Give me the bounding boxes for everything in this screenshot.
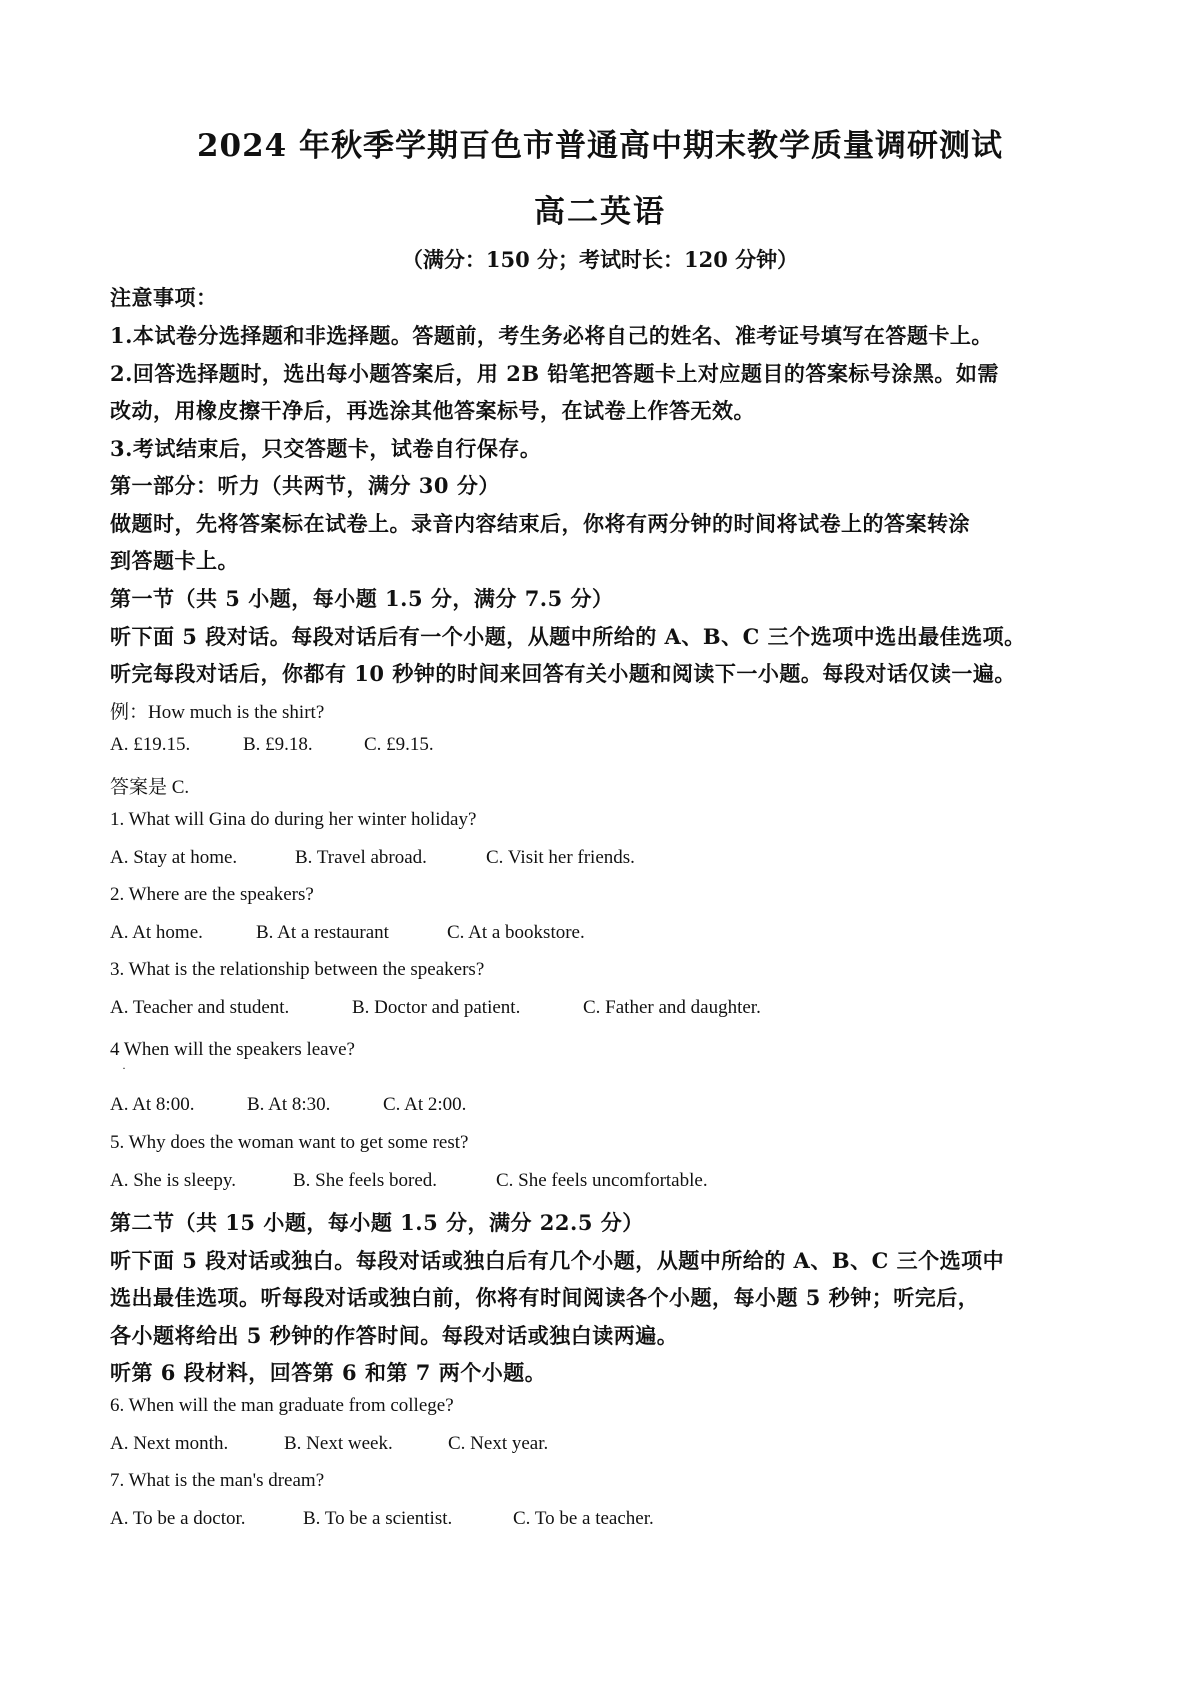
option-b: B. To be a scientist. [303, 1508, 453, 1529]
exam-subject: 高二英语 [534, 194, 666, 230]
option-c: C. Visit her friends. [486, 847, 635, 868]
example-question: 例：How much is the shirt? [110, 702, 325, 723]
option-c: C. At a bookstore. [447, 922, 585, 943]
option-a: A. Next month. [110, 1433, 229, 1454]
question-5-options [110, 1170, 708, 1192]
option-a: A. At home. [110, 922, 203, 943]
section1-instruction: 听完每段对话后，你都有 10 秒钟的时间来回答有关小题和阅读下一小题。每段对话仅读一遍。 [110, 661, 1016, 686]
question-5: 5. Why does the woman want to get some rest? [110, 1132, 469, 1153]
option-b: B. Travel abroad. [295, 847, 427, 868]
question-7: 7. What is the man's dream? [110, 1470, 325, 1491]
part1-heading: 第一部分：听力（共两节，满分 30 分） [110, 473, 500, 498]
option-b: B. Doctor and patient. [352, 997, 521, 1018]
example-options [110, 734, 434, 756]
option-b: B. £9.18. [243, 734, 313, 755]
option-b: B. At a restaurant [256, 922, 389, 943]
question-7-options [110, 1508, 654, 1530]
notice-heading: 注意事项： [110, 285, 218, 310]
question-3: 3. What is the relationship between the speakers? [110, 959, 485, 980]
option-a: A. At 8:00. [110, 1094, 195, 1115]
option-a: A. To be a doctor. [110, 1508, 246, 1529]
score-info: （满分：150 分；考试时长：120 分钟） [401, 247, 799, 272]
question-4: 4 When will the speakers leave? [110, 1039, 355, 1060]
section1-instruction: 听下面 5 段对话。每段对话后有一个小题，从题中所给的 A、B、C 三个选项中选出最佳选项。 [110, 624, 1026, 649]
option-a: A. She is sleepy. [110, 1170, 236, 1191]
notice-item: 改动，用橡皮擦干净后，再选涂其他答案标号，在试卷上作答无效。 [110, 398, 755, 423]
option-a: A. £19.15. [110, 734, 191, 755]
question-3-options [110, 997, 761, 1019]
question-6: 6. When will the man graduate from college? [110, 1395, 454, 1416]
notice-item: 2.回答选择题时，选出每小题答案后，用 2B 铅笔把答题卡上对应题目的答案标号涂黑。如需 [110, 361, 999, 386]
option-c: C. £9.15. [364, 734, 434, 755]
notice-item: 3.考试结束后，只交答题卡，试卷自行保存。 [110, 436, 542, 461]
section2-heading: 第二节（共 15 小题，每小题 1.5 分，满分 22.5 分） [110, 1210, 644, 1235]
notice-item: 1.本试卷分选择题和非选择题。答题前，考生务必将自己的姓名、准考证号填写在答题卡上。 [110, 323, 993, 348]
option-b: B. She feels bored. [293, 1170, 438, 1191]
part1-instruction: 到答题卡上。 [110, 548, 239, 573]
stray-dot: · [122, 1061, 126, 1075]
example-answer: 答案是 C. [110, 777, 190, 798]
option-c: C. Father and daughter. [583, 997, 761, 1018]
option-c: C. She feels uncomfortable. [496, 1170, 708, 1191]
question-4-options [110, 1094, 466, 1116]
section2-instruction: 各小题将给出 5 秒钟的作答时间。每段对话或独白读两遍。 [110, 1323, 679, 1348]
option-a: A. Teacher and student. [110, 997, 290, 1018]
exam-title: 2024 年秋季学期百色市普通高中期末教学质量调研测试 [196, 128, 1004, 164]
question-1-options [110, 847, 635, 869]
option-b: B. Next week. [284, 1433, 393, 1454]
option-a: A. Stay at home. [110, 847, 238, 868]
option-c: C. At 2:00. [383, 1094, 467, 1115]
option-c: C. Next year. [448, 1433, 549, 1454]
option-b: B. At 8:30. [247, 1094, 331, 1115]
question-2-options [110, 922, 585, 944]
question-1: 1. What will Gina do during her winter holiday? [110, 809, 477, 830]
question-2: 2. Where are the speakers? [110, 884, 314, 905]
material-note: 听第 6 段材料，回答第 6 和第 7 两个小题。 [110, 1360, 547, 1385]
section2-instruction: 选出最佳选项。听每段对话或独白前，你将有时间阅读各个小题，每小题 5 秒钟；听完后， [110, 1285, 980, 1310]
option-c: C. To be a teacher. [513, 1508, 654, 1529]
section1-heading: 第一节（共 5 小题，每小题 1.5 分，满分 7.5 分） [110, 586, 614, 611]
section2-instruction: 听下面 5 段对话或独白。每段对话或独白后有几个小题，从题中所给的 A、B、C 三个选项中 [110, 1248, 1005, 1273]
question-6-options [110, 1433, 548, 1455]
part1-instruction: 做题时，先将答案标在试卷上。录音内容结束后，你将有两分钟的时间将试卷上的答案转涂 [110, 511, 970, 536]
